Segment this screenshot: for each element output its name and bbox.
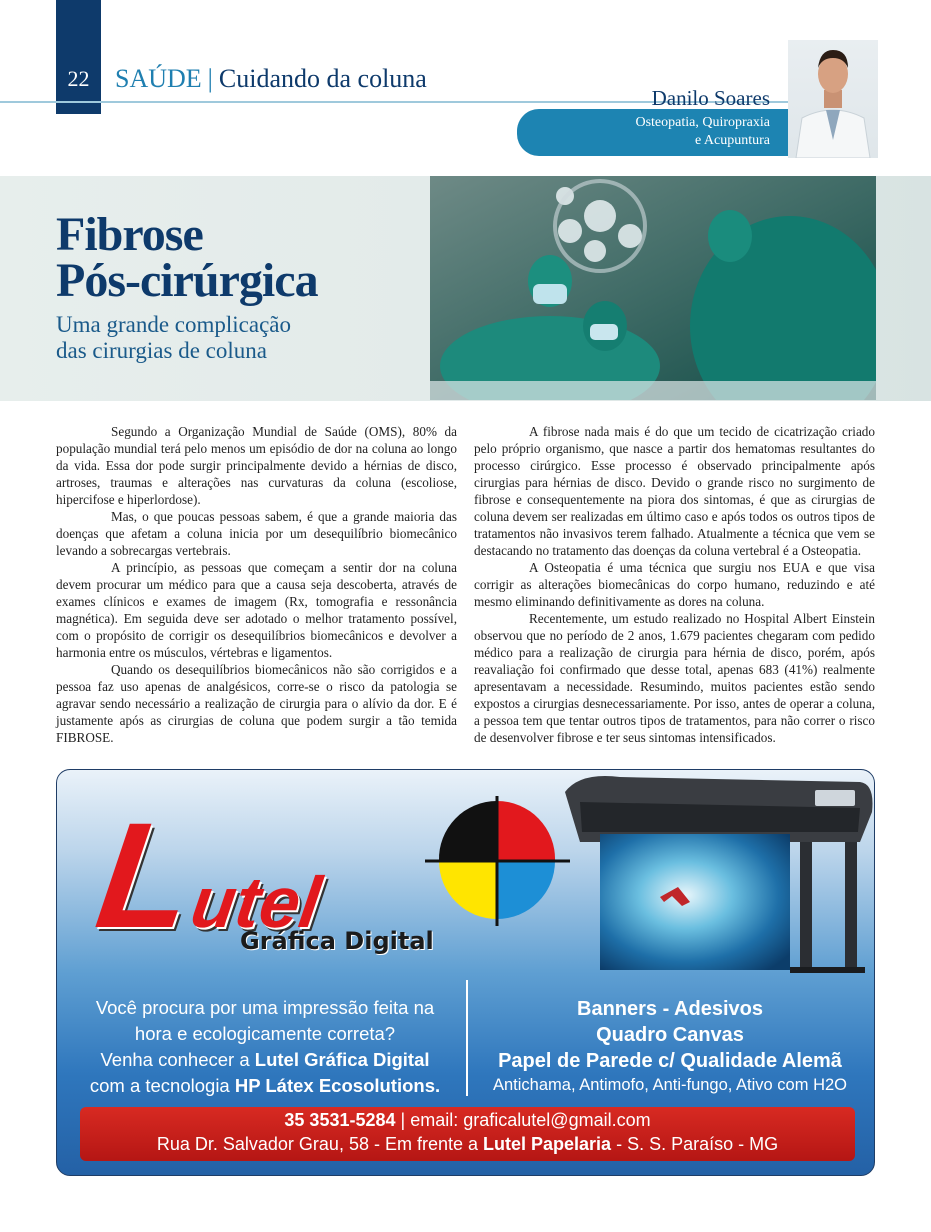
contact-line-1 — [80, 1110, 855, 1131]
ad-right-text — [480, 996, 860, 1096]
ad-left-line-3 — [70, 1047, 460, 1073]
paragraph: A Osteopatia é uma técnica que surgiu nos EUA e que visa corrigir as alterações biomecânicas do corpo humano, reduzindo e até mesmo eliminando definitivamente as dores na coluna. — [474, 560, 875, 609]
phone-number[interactable]: 35 3531-5284 — [284, 1110, 396, 1130]
logo-letters: utel — [186, 863, 326, 943]
paragraph: Mas, o que poucas pessoas sabem, é que a grande maioria das doenças que afetam a coluna inicia por um desequilíbrio biomecânico levando a sobrecargas vertebrais. — [56, 509, 457, 558]
paragraph: Recentemente, um estudo realizado no Hospital Albert Einstein observou que no período de 2 anos, 1.679 pacientes chegaram com pedido médico para a realização de cirurgia para hérnia de disco, porém, após reavaliação foi confirmado que desse total, apenas 683 (41%) realmente apresentavam a necessidade. Resumindo, muitos pacientes estão sendo expostos a cirurgias desnecessariamente. Por isso, antes de operar a coluna, a pessoa tem que tentar outros tipos de tratamentos, para não correr o risco de desenvolver fibrose e ter seus sintomas intensificados. — [474, 611, 875, 745]
ad-left-line-3-a: Venha conhecer a — [100, 1049, 255, 1070]
section-separator: | — [207, 64, 213, 93]
ad-left-line-2: hora e ecologicamente correta? — [134, 1023, 396, 1044]
ad-left-line-4 — [70, 1073, 460, 1099]
ad-service-features: Antichama, Antimofo, Anti-fungo, Ativo com H2O — [492, 1076, 847, 1094]
subtitle-line-2: das cirurgias de coluna — [56, 338, 267, 363]
logo-letter-l: L — [88, 791, 204, 959]
surgeons-illustration-icon — [430, 176, 876, 400]
paragraph: Quando os desequilíbrios biomecânicos não são corrigidos e a pessoa faz uso apenas de analgésicos, corre-se o risco da patologia se agravar sendo necessário a realização de cirurgia para o alívio da dor. E é justamente após as cirurgias de coluna que podem surgir a tão temida FIBROSE. — [56, 662, 457, 745]
page-number-text: 22 — [67, 66, 90, 91]
author-specialty — [560, 114, 770, 150]
contact-line-2 — [80, 1134, 855, 1155]
section-title — [115, 64, 427, 94]
author-photo — [788, 40, 878, 158]
ad-service-1: Banners - Adesivos — [577, 998, 763, 1020]
ad-left-line-4-b: HP Látex Ecosolutions. — [234, 1075, 441, 1096]
subsection-name: Cuidando da coluna — [218, 64, 427, 93]
section-name: SAÚDE — [115, 64, 202, 93]
address-b: Lutel Papelaria — [483, 1134, 612, 1154]
address-c: - S. S. Paraíso - MG — [611, 1134, 779, 1154]
author-name: Danilo Soares — [651, 86, 770, 110]
article-subtitle — [56, 312, 291, 364]
contact-separator: | — [400, 1110, 406, 1130]
title-line-1: Fibrose — [56, 208, 203, 261]
ad-service-2: Quadro Canvas — [596, 1024, 744, 1046]
surgery-photo — [430, 176, 876, 400]
ad-left-line-3-b: Lutel Gráfica Digital — [254, 1049, 430, 1070]
logo-subtitle: Gráfica Digital — [240, 927, 434, 955]
ad-service-3: Papel de Parede c/ Qualidade Alemã — [498, 1050, 842, 1072]
subtitle-line-1: Uma grande complicação — [56, 312, 291, 337]
doctor-portrait-icon — [788, 40, 878, 158]
email-address[interactable]: email: graficalutel@gmail.com — [410, 1110, 651, 1130]
specialty-line-2: e Acupuntura — [694, 133, 770, 148]
article-column-2 — [474, 423, 875, 746]
ad-left-text — [70, 995, 460, 1099]
ad-left-line-1: Você procura por uma impressão feita na — [95, 997, 435, 1018]
large-format-printer-icon — [560, 772, 875, 977]
ad-divider — [466, 980, 468, 1096]
ad-left-line-4-a: com a tecnologia — [89, 1075, 235, 1096]
article-title — [56, 208, 318, 307]
article-column-1 — [56, 423, 457, 746]
paragraph: A fibrose nada mais é do que um tecido de cicatrização criado pelo próprio organismo, que nasce a partir dos hematomas resultantes do processo cirúrgico. Esse processo é observado principalmente após cirurgias para hérnias de disco. Devido o grande risco no surgimento de fibrose e consequentemente na piora dos sintomas, é que as cirurgias de coluna devem ser realizadas em último caso e após todos os outros tipos de tratamentos não invasivos terem falhado. Atualmente a técnica que vem se destacando no tratamento das doenças da coluna vertebral é a Osteopatia. — [474, 424, 875, 558]
paragraph: Segundo a Organização Mundial de Saúde (OMS), 80% da população mundial terá pelo menos um episódio de dor na coluna ao longo da vida. Essa dor pode surgir principalmente devido a hérnias de disco, artroses, traumas e alterações nas curvaturas da coluna (escoliose, hipercifose e hiperlordose). — [56, 424, 457, 507]
paragraph: A princípio, as pessoas que começam a sentir dor na coluna devem procurar um médico para que a causa seja descoberta, através de exames clínicos e exames de imagem (Rx, tomografia e ressonância magnética). Em seguida deve ser adotado o melhor tratamento possível, com o propósito de corrigir os desequilíbrios biomecânicos e devolver a harmonia entre os músculos, vértebras e ligamentos. — [56, 560, 457, 660]
specialty-line-1: Osteopatia, Quiropraxia — [635, 115, 770, 130]
title-line-2: Pós-cirúrgica — [56, 254, 318, 307]
printer-image — [560, 772, 875, 977]
cmyk-target-icon — [425, 796, 570, 930]
address-a: Rua Dr. Salvador Grau, 58 - Em frente a — [156, 1134, 484, 1154]
page-number — [56, 0, 101, 114]
